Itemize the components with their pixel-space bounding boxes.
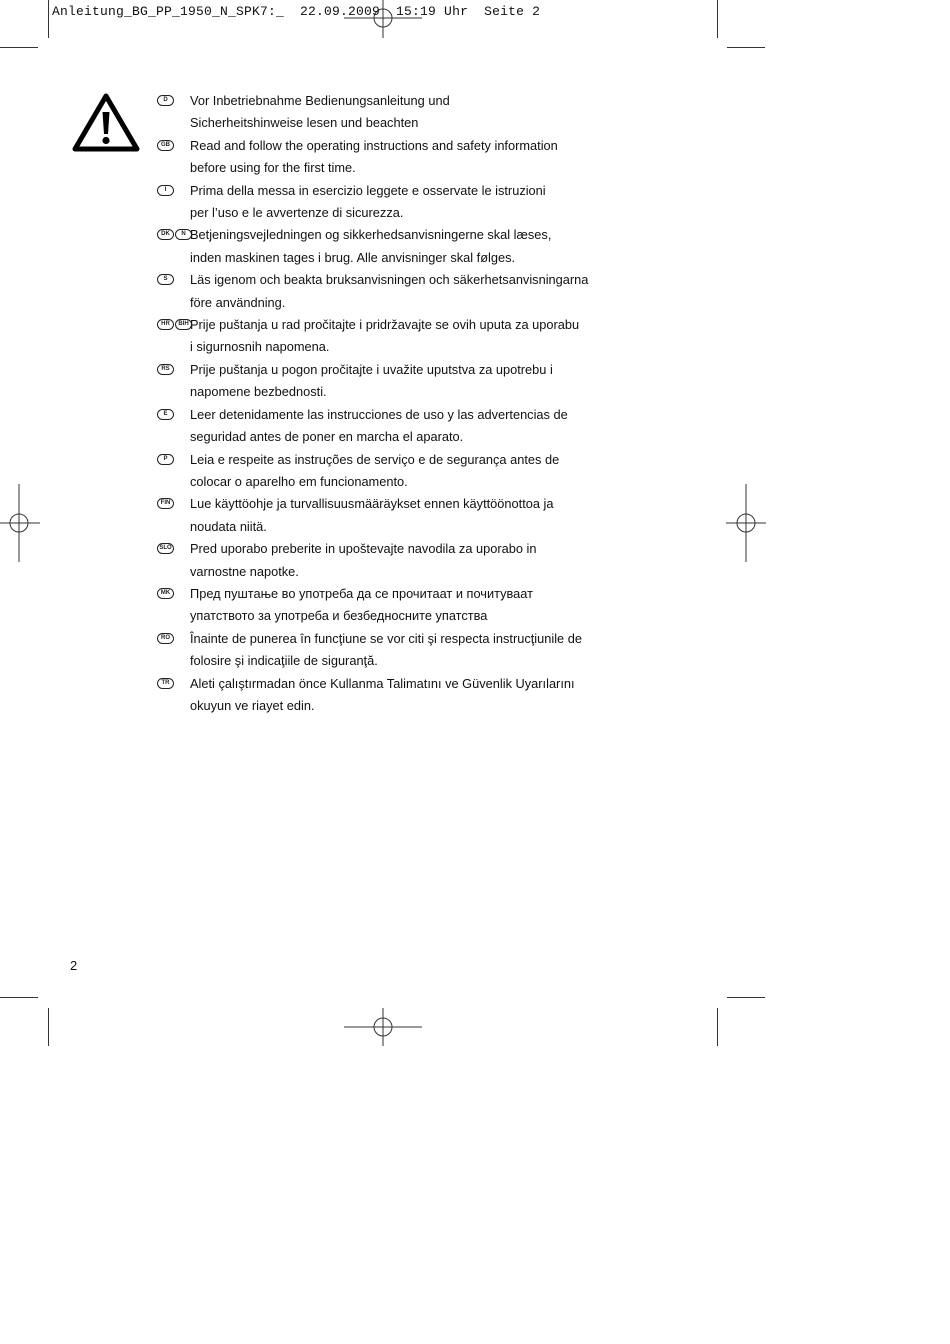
language-entry xyxy=(157,449,607,494)
entry-text-line: Read and follow the operating instructions and safety information xyxy=(190,137,558,153)
crop-mark-top-right-vertical xyxy=(717,0,718,38)
entry-text-line: colocar o aparelho em funcionamento. xyxy=(190,473,408,489)
page-number: 2 xyxy=(70,958,78,973)
language-codes xyxy=(157,229,192,240)
language-code-badge: RS xyxy=(157,364,174,375)
language-entry xyxy=(157,673,607,718)
entry-text xyxy=(190,135,607,180)
language-code-badge: SLO xyxy=(157,543,174,554)
entry-text-line: Prije puštanja u pogon pročitajte i uvažite uputstva za upotrebu i xyxy=(190,361,553,377)
entry-text-line: folosire şi indicaţiile de siguranţă. xyxy=(190,653,378,669)
entry-text xyxy=(190,673,607,718)
entry-text xyxy=(190,224,607,269)
language-code-badge: FIN xyxy=(157,498,174,509)
entry-text-line: Prije puštanja u rad pročitajte i pridržavajte se ovih uputa za uporabu xyxy=(190,317,580,333)
language-code-badge: D xyxy=(157,95,174,106)
entry-text-line: Пред пуштање во употреба да се прочитаат и почитуваат xyxy=(190,585,533,601)
registration-mark-icon xyxy=(726,484,766,562)
entry-text xyxy=(190,449,607,494)
crop-mark-bottom-left-horizontal xyxy=(0,997,38,998)
entry-text xyxy=(190,583,607,628)
language-codes xyxy=(157,633,174,644)
language-codes xyxy=(157,364,174,375)
language-code-badge: P xyxy=(157,454,174,465)
language-codes xyxy=(157,498,174,509)
language-entry xyxy=(157,180,607,225)
entry-text xyxy=(190,314,607,359)
crop-mark-bottom-right-vertical xyxy=(717,1008,718,1046)
entry-text-line: i sigurnosnih napomena. xyxy=(190,339,330,355)
language-entry xyxy=(157,135,607,180)
warning-triangle-icon xyxy=(72,93,140,153)
entry-text-line: Prima della messa in esercizio leggete e osservate le istruzioni xyxy=(190,182,546,198)
language-entry xyxy=(157,493,607,538)
entry-text xyxy=(190,628,607,673)
crop-mark-bottom-left-vertical xyxy=(48,1008,49,1046)
language-code-badge: N xyxy=(175,229,192,240)
entry-text xyxy=(190,493,607,538)
entry-text xyxy=(190,269,607,314)
entry-text-line: Läs igenom och beakta bruksanvisningen och säkerhetsanvisningarna xyxy=(190,272,589,288)
entry-text-line: inden maskinen tages i brug. Alle anvisninger skal følges. xyxy=(190,249,516,265)
crop-mark-top-left-vertical xyxy=(48,0,49,38)
entry-text-line: före användning. xyxy=(190,294,286,310)
language-code-badge: GB xyxy=(157,140,174,151)
entry-text-line: Vor Inbetriebnahme Bedienungsanleitung und xyxy=(190,93,450,108)
entry-text-line: Sicherheitshinweise lesen und beachten xyxy=(190,115,419,131)
language-code-badge: HR xyxy=(157,319,174,330)
language-codes xyxy=(157,409,174,420)
entry-text xyxy=(190,90,607,135)
entry-text-line: per l’uso e le avvertenze di sicurezza. xyxy=(190,205,404,221)
entry-text-line: varnostne napotke. xyxy=(190,563,299,579)
entry-text-line: seguridad antes de poner en marcha el aparato. xyxy=(190,429,464,445)
language-codes xyxy=(157,454,174,465)
language-entry xyxy=(157,583,607,628)
safety-notice-list xyxy=(157,90,607,717)
language-codes xyxy=(157,185,174,196)
crop-mark-bottom-right-horizontal xyxy=(727,997,765,998)
entry-text-line: napomene bezbednosti. xyxy=(190,384,327,400)
language-entry xyxy=(157,538,607,583)
language-entry xyxy=(157,404,607,449)
language-codes xyxy=(157,543,174,554)
entry-text xyxy=(190,538,607,583)
language-code-badge: E xyxy=(157,409,174,420)
crop-mark-top-left-horizontal xyxy=(0,47,38,48)
entry-text-line: Aleti çalıştırmadan önce Kullanma Talimatını ve Güvenlik Uyarılarını xyxy=(190,675,575,691)
language-codes xyxy=(157,95,174,106)
language-entry xyxy=(157,224,607,269)
language-code-badge: DK xyxy=(157,229,174,240)
entry-text-line: Betjeningsvejledningen og sikkerhedsanvisningerne skal læses, xyxy=(190,227,552,243)
entry-text xyxy=(190,404,607,449)
language-codes xyxy=(157,678,174,689)
entry-text xyxy=(190,359,607,404)
language-code-badge: S xyxy=(157,274,174,285)
language-code-badge: MK xyxy=(157,588,174,599)
crop-mark-top-right-horizontal xyxy=(727,47,765,48)
print-slug: Anleitung_BG_PP_1950_N_SPK7:_ 22.09.2009 15:19 Uhr Seite 2 xyxy=(52,4,541,19)
entry-text-line: okuyun ve riayet edin. xyxy=(190,697,315,713)
entry-text-line: Pred uporabo preberite in upoštevajte navodila za uporabo in xyxy=(190,541,537,557)
language-codes xyxy=(157,319,192,330)
language-code-badge: I xyxy=(157,185,174,196)
registration-mark-icon xyxy=(344,1008,422,1046)
entry-text-line: Leer detenidamente las instrucciones de uso y las advertencias de xyxy=(190,406,568,422)
language-codes xyxy=(157,274,174,285)
language-entry xyxy=(157,359,607,404)
entry-text-line: упатството за употреба и безбедносните упатства xyxy=(190,608,488,624)
registration-mark-icon xyxy=(0,484,40,562)
language-entry xyxy=(157,628,607,673)
language-code-badge: TR xyxy=(157,678,174,689)
entry-text-line: before using for the first time. xyxy=(190,160,356,176)
entry-text-line: Lue käyttöohje ja turvallisuusmääräykset ennen käyttöönottoa ja xyxy=(190,496,554,512)
language-entry xyxy=(157,314,607,359)
language-entry xyxy=(157,90,607,135)
language-code-badge: BIH xyxy=(175,319,192,330)
entry-text xyxy=(190,180,607,225)
language-codes xyxy=(157,140,174,151)
language-entry xyxy=(157,269,607,314)
entry-text-line: Leia e respeite as instruções de serviço e de segurança antes de xyxy=(190,451,560,467)
language-codes xyxy=(157,588,174,599)
entry-text-line: noudata niitä. xyxy=(190,518,267,534)
entry-text-line: Înainte de punerea în funcţiune se vor citi şi respecta instrucţiunile de xyxy=(190,630,582,646)
language-code-badge: RO xyxy=(157,633,174,644)
